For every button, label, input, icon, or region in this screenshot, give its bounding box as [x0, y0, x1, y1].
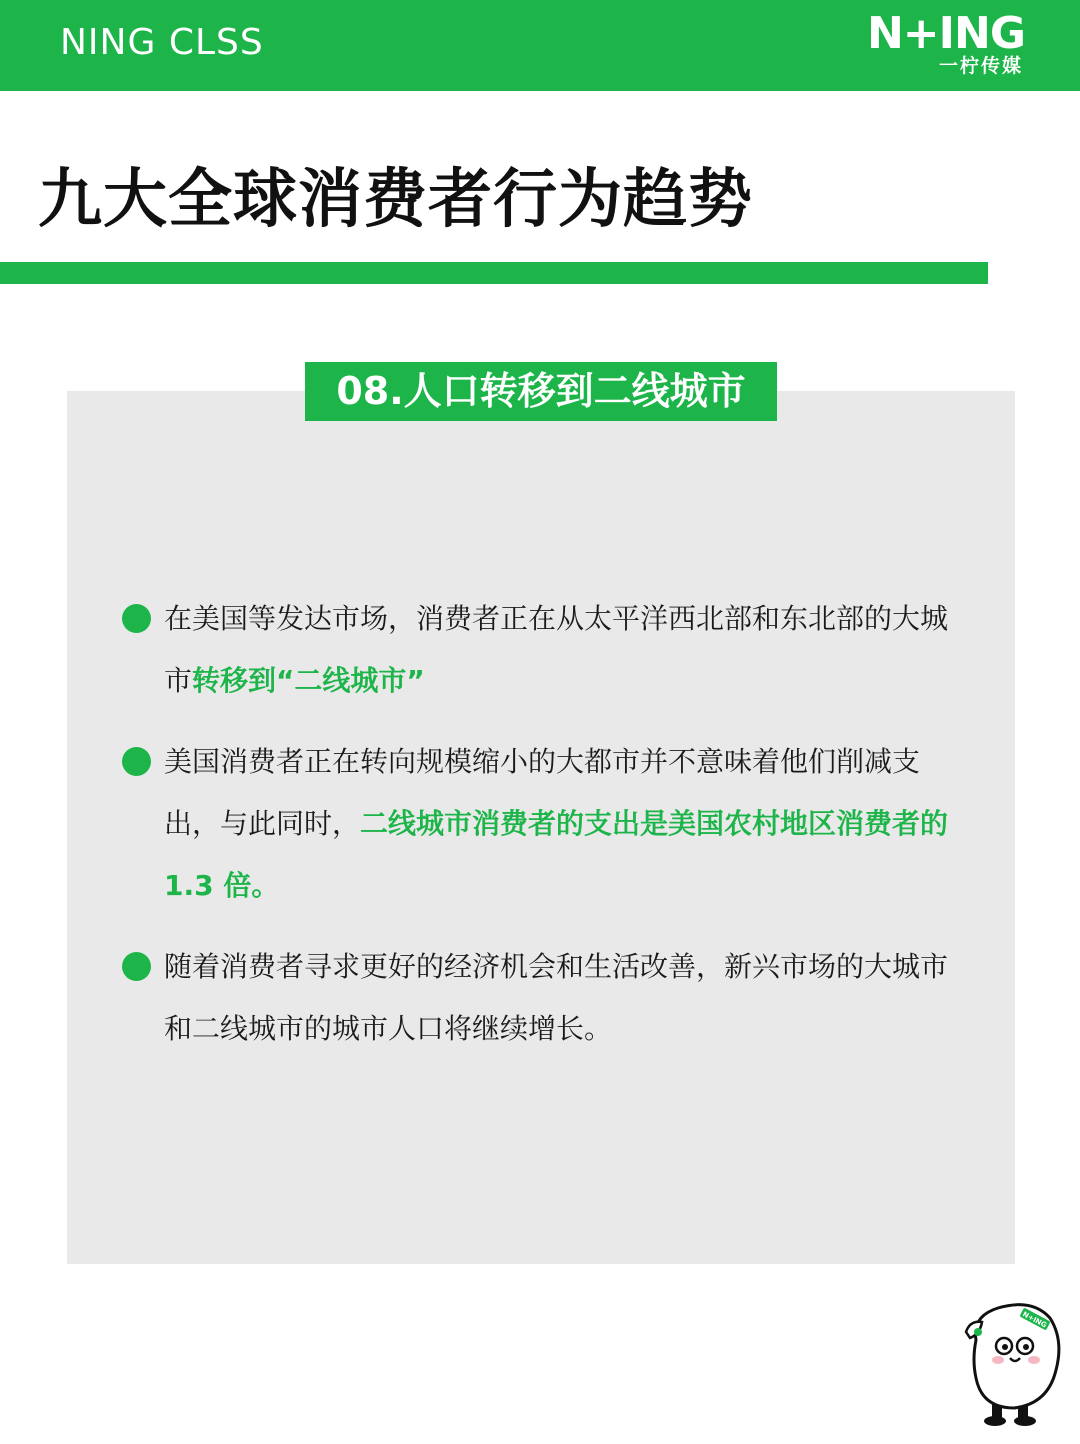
- mascot-drawing: [962, 1300, 1066, 1428]
- bullet-item: [122, 936, 972, 1060]
- bullet-highlight: 转移到“二线城市”: [192, 664, 425, 697]
- bullet-text-part: 美国消费者正在转向规模缩小的大都市并不意味着他们削减支出，与此同时，: [164, 745, 921, 840]
- mascot-badge-text: N+ING: [1021, 1310, 1048, 1330]
- bullet-text-part: 随着消费者寻求更好的经济机会和生活改善，新兴市场的大城市和二线城市的城市人口将继续增长。: [164, 950, 949, 1045]
- logo-subtitle: 一柠传媒: [938, 55, 1023, 77]
- bullet-text: [164, 588, 972, 712]
- lemon-mascot-icon: [962, 1300, 1066, 1428]
- bullet-item: [122, 731, 972, 917]
- logo-mark: N+ING: [866, 8, 1025, 59]
- section-label: 08.人口转移到二线城市: [305, 362, 777, 421]
- banner-title: NING CLSS: [60, 22, 264, 63]
- bullet-dot-icon: [122, 604, 151, 633]
- brand-logo: [860, 8, 1025, 78]
- bullet-text-part: 在美国等发达市场，消费者正在从太平洋西北部和东北部的大城市: [164, 602, 949, 697]
- title-underline: [0, 262, 988, 284]
- bullet-dot-icon: [122, 747, 151, 776]
- bullet-text: [164, 936, 972, 1060]
- bullet-highlight: 二线城市消费者的支出是美国农村地区消费者的 1.3 倍。: [164, 807, 949, 902]
- page-title: 九大全球消费者行为趋势: [38, 163, 753, 237]
- bullet-text: [164, 731, 972, 917]
- top-banner: [0, 0, 1080, 91]
- bullet-dot-icon: [122, 952, 151, 981]
- bullet-item: [122, 588, 972, 712]
